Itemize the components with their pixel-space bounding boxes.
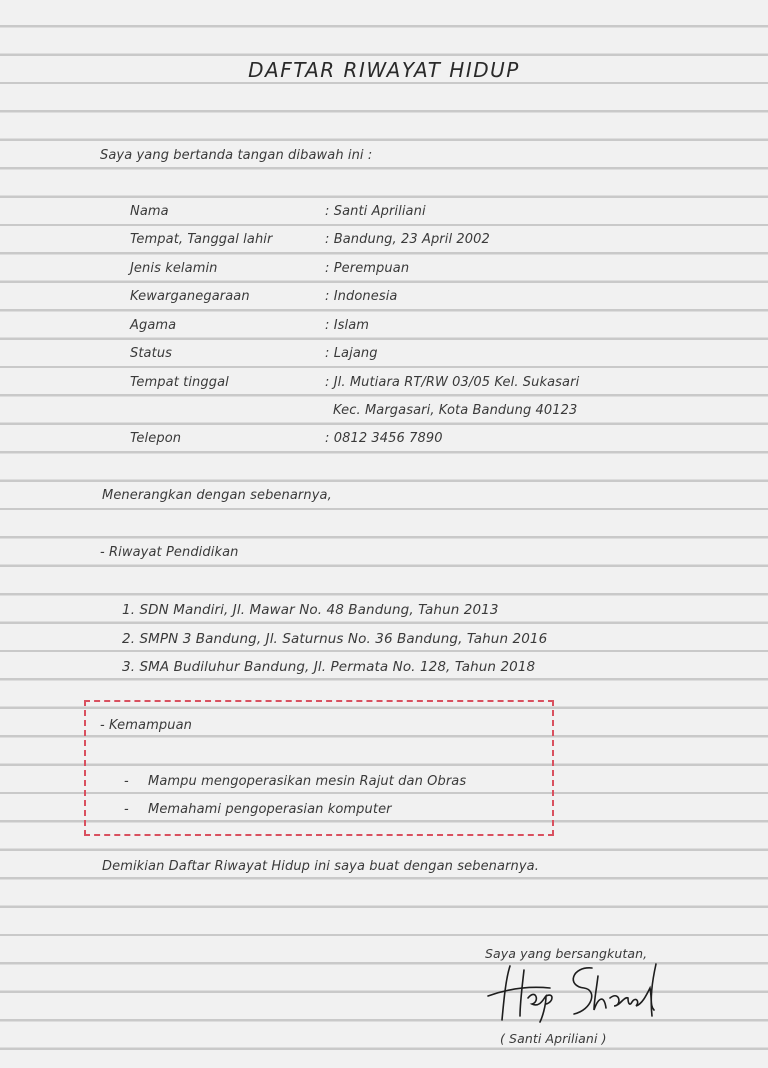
education-item: 3. SMA Budiluhur Bandung, Jl. Permata No. 128, Tahun 2018 — [122, 659, 536, 675]
label-phone: Telepon — [130, 431, 182, 446]
value-religion: : Islam — [325, 318, 370, 333]
signoff-text: Saya yang bersangkutan, — [485, 946, 648, 961]
signature-image — [480, 958, 670, 1028]
label-ttl: Tempat, Tanggal lahir — [130, 232, 273, 247]
skill-bullet: - — [124, 802, 129, 817]
education-item: 2. SMPN 3 Bandung, Jl. Saturnus No. 36 Bandung, Tahun 2016 — [122, 631, 548, 647]
value-nama: : Santi Apriliani — [325, 204, 426, 219]
label-address: Tempat tinggal — [130, 375, 229, 390]
label-status: Status — [130, 346, 173, 361]
skills-heading: - Kemampuan — [100, 718, 192, 733]
document-title: DAFTAR RIWAYAT HIDUP — [248, 58, 520, 82]
label-gender: Jenis kelamin — [130, 261, 218, 276]
education-item: 1. SDN Mandiri, Jl. Mawar No. 48 Bandung, Tahun 2013 — [122, 602, 499, 618]
value-ttl: : Bandung, 23 April 2002 — [325, 232, 490, 247]
value-address: : Jl. Mutiara RT/RW 03/05 Kel. Sukasari — [325, 375, 580, 390]
statement-text: Menerangkan dengan sebenarnya, — [102, 488, 332, 503]
closing-text: Demikian Daftar Riwayat Hidup ini saya buat dengan sebenarnya. — [102, 859, 539, 874]
label-nationality: Kewarganegaraan — [130, 289, 250, 304]
label-religion: Agama — [130, 318, 177, 333]
value-phone: : 0812 3456 7890 — [325, 431, 443, 446]
education-heading: - Riwayat Pendidikan — [100, 545, 239, 560]
value-status: : Lajang — [325, 346, 378, 361]
skill-item: Memahami pengoperasian komputer — [148, 802, 392, 817]
skill-bullet: - — [124, 774, 129, 789]
value-nationality: : Indonesia — [325, 289, 398, 304]
signer-name: ( Santi Apriliani ) — [500, 1031, 607, 1046]
value-gender: : Perempuan — [325, 261, 410, 276]
intro-text: Saya yang bertanda tangan dibawah ini : — [100, 148, 373, 163]
value-address-line2: Kec. Margasari, Kota Bandung 40123 — [333, 403, 578, 418]
skill-item: Mampu mengoperasikan mesin Rajut dan Obras — [148, 774, 467, 789]
label-nama: Nama — [130, 204, 169, 219]
